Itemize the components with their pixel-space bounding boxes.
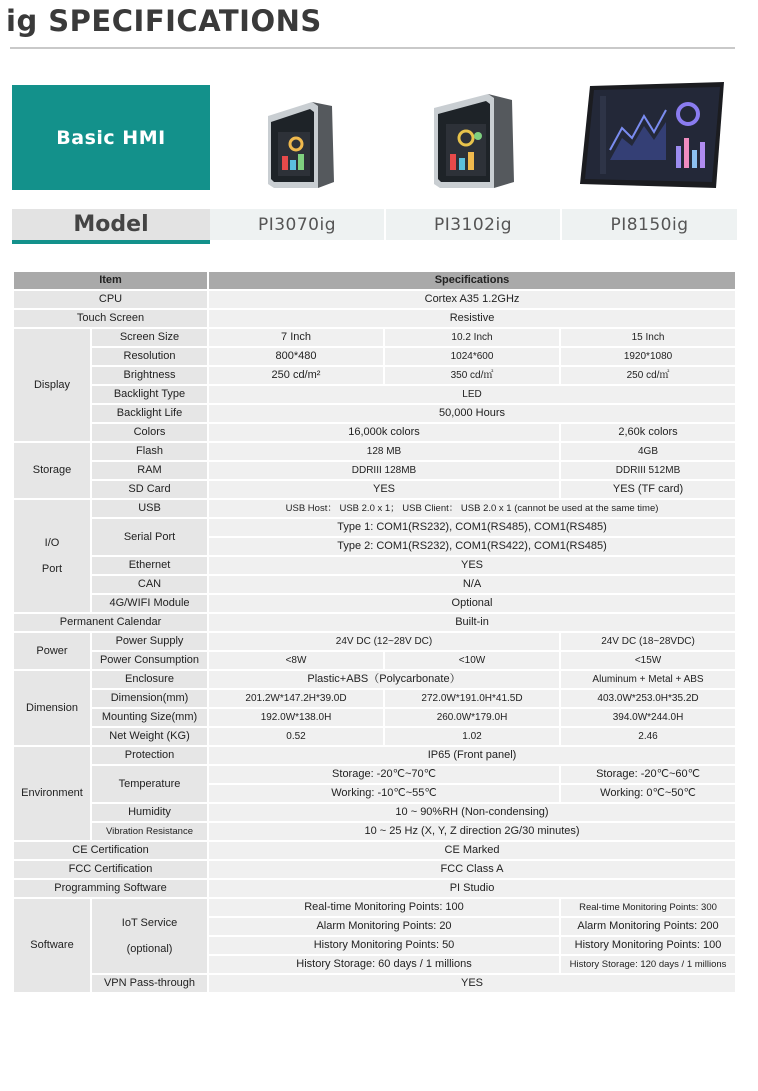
table-row [13, 290, 736, 309]
enclosure-label: Enclosure [91, 670, 208, 689]
wifi-value: Optional [208, 594, 736, 613]
table-row [13, 556, 736, 575]
table-row [13, 822, 736, 841]
screen-size-label: Screen Size [91, 328, 208, 347]
header-specifications: Specifications [208, 271, 736, 290]
model-row [12, 209, 737, 243]
temperature-working-2: Working: 0℃~50℃ [560, 784, 736, 803]
dimension-label: Dimension(mm) [91, 689, 208, 708]
colors-1: 16,000k colors [208, 423, 560, 442]
fcc-label: FCC Certification [13, 860, 208, 879]
table-row [13, 442, 736, 461]
power-supply-2: 24V DC (18~28VDC) [560, 632, 736, 651]
backlight-type-value: LED [208, 385, 736, 404]
realtime-points-1: Real-time Monitoring Points: 100 [208, 898, 560, 917]
cpu-value: Cortex A35 1.2GHz [208, 290, 736, 309]
alarm-points-2: Alarm Monitoring Points: 200 [560, 917, 736, 936]
vpn-label: VPN Pass-through [91, 974, 208, 993]
table-row [13, 879, 736, 898]
serial-type2: Type 2: COM1(RS232), COM1(RS422), COM1(RS485) [208, 537, 736, 556]
history-storage-1: History Storage: 60 days / 1 millions [208, 955, 560, 974]
model-name-pi8150ig: PI8150ig [562, 209, 737, 240]
table-row [13, 499, 736, 518]
enclosure-1: Plastic+ABS（Polycarbonate） [208, 670, 560, 689]
ethernet-label: Ethernet [91, 556, 208, 575]
product-image-pi3102ig [428, 90, 520, 192]
brightness-2: 350 cd/㎡ [384, 366, 560, 385]
header-item: Item [13, 271, 208, 290]
model-name-pi3070ig: PI3070ig [210, 209, 384, 240]
model-name-pi3102ig: PI3102ig [386, 209, 560, 240]
iot-service-label: IoT Service [121, 916, 178, 929]
software-group: Software [13, 898, 91, 993]
sd-2: YES (TF card) [560, 480, 736, 499]
ethernet-value: YES [208, 556, 736, 575]
iot-optional-label: (optional) [126, 942, 173, 955]
screen-size-2: 10.2 Inch [384, 328, 560, 347]
serial-type1: Type 1: COM1(RS232), COM1(RS485), COM1(RS485) [208, 518, 736, 537]
table-row [13, 803, 736, 822]
weight-1: 0.52 [208, 727, 384, 746]
protection-label: Protection [91, 746, 208, 765]
power-supply-1: 24V DC (12~28V DC) [208, 632, 560, 651]
usb-value: USB Host： USB 2.0 x 1； USB Client： USB 2.0 x 1 (cannot be used at the same time) [208, 499, 736, 518]
table-row [13, 689, 736, 708]
colors-2: 2,60k colors [560, 423, 736, 442]
dimension-3: 403.0W*253.0H*35.2D [560, 689, 736, 708]
hero-banner [12, 85, 210, 190]
resolution-2: 1024*600 [384, 347, 560, 366]
hero-label: Basic HMI [56, 126, 166, 149]
table-row [13, 898, 736, 917]
display-group: Display [13, 328, 91, 442]
table-row [13, 670, 736, 689]
power-consumption-1: <8W [208, 651, 384, 670]
brightness-1: 250 cd/m² [208, 366, 384, 385]
humidity-label: Humidity [91, 803, 208, 822]
history-points-1: History Monitoring Points: 50 [208, 936, 560, 955]
table-row [13, 594, 736, 613]
vibration-label: Vibration Resistance [91, 822, 208, 841]
history-storage-2: History Storage: 120 days / 1 millions [560, 955, 736, 974]
table-row [13, 366, 736, 385]
dimension-group: Dimension [13, 670, 91, 746]
resolution-3: 1920*1080 [560, 347, 736, 366]
fcc-value: FCC Class A [208, 860, 736, 879]
table-row [13, 423, 736, 442]
table-row [13, 575, 736, 594]
brightness-3: 250 cd/㎡ [560, 366, 736, 385]
colors-label: Colors [91, 423, 208, 442]
temperature-label: Temperature [91, 765, 208, 803]
programming-label: Programming Software [13, 879, 208, 898]
table-row [13, 328, 736, 347]
power-supply-label: Power Supply [91, 632, 208, 651]
mounting-2: 260.0W*179.0H [384, 708, 560, 727]
iot-label [91, 898, 208, 974]
history-points-2: History Monitoring Points: 100 [560, 936, 736, 955]
table-row [13, 727, 736, 746]
flash-label: Flash [91, 442, 208, 461]
calendar-label: Permanent Calendar [13, 613, 208, 632]
storage-group: Storage [13, 442, 91, 499]
power-consumption-3: <15W [560, 651, 736, 670]
backlight-life-label: Backlight Life [91, 404, 208, 423]
programming-value: PI Studio [208, 879, 736, 898]
vibration-value: 10 ~ 25 Hz (X, Y, Z direction 2G/30 minutes) [208, 822, 736, 841]
wifi-label: 4G/WIFI Module [91, 594, 208, 613]
io-group-label: I/O [44, 536, 60, 549]
table-row [13, 385, 736, 404]
vpn-value: YES [208, 974, 736, 993]
temperature-working-1: Working: -10℃~55℃ [208, 784, 560, 803]
spec-table [12, 270, 737, 994]
enclosure-2: Aluminum + Metal + ABS [560, 670, 736, 689]
mounting-1: 192.0W*138.0H [208, 708, 384, 727]
power-group: Power [13, 632, 91, 670]
table-row [13, 841, 736, 860]
table-row [13, 974, 736, 993]
table-row [13, 651, 736, 670]
table-row [13, 860, 736, 879]
protection-value: IP65 (Front panel) [208, 746, 736, 765]
port-group-label: Port [41, 562, 63, 575]
humidity-value: 10 ~ 90%RH (Non-condensing) [208, 803, 736, 822]
screen-size-3: 15 Inch [560, 328, 736, 347]
power-consumption-2: <10W [384, 651, 560, 670]
table-row [13, 632, 736, 651]
table-row [13, 347, 736, 366]
table-row [13, 404, 736, 423]
table-row [13, 708, 736, 727]
temperature-storage-1: Storage: -20℃~70℃ [208, 765, 560, 784]
table-row [13, 461, 736, 480]
weight-2: 1.02 [384, 727, 560, 746]
table-row [13, 613, 736, 632]
table-row [13, 480, 736, 499]
table-header-row [13, 271, 736, 290]
ce-value: CE Marked [208, 841, 736, 860]
serial-label: Serial Port [91, 518, 208, 556]
usb-label: USB [91, 499, 208, 518]
brightness-label: Brightness [91, 366, 208, 385]
ce-label: CE Certification [13, 841, 208, 860]
flash-1: 128 MB [208, 442, 560, 461]
can-label: CAN [91, 575, 208, 594]
flash-2: 4GB [560, 442, 736, 461]
sd-label: SD Card [91, 480, 208, 499]
touch-label: Touch Screen [13, 309, 208, 328]
ram-1: DDRIII 128MB [208, 461, 560, 480]
sd-1: YES [208, 480, 560, 499]
mounting-3: 394.0W*244.0H [560, 708, 736, 727]
environment-group: Environment [13, 746, 91, 841]
cpu-label: CPU [13, 290, 208, 309]
table-row [13, 746, 736, 765]
backlight-life-value: 50,000 Hours [208, 404, 736, 423]
product-image-pi8150ig [578, 80, 728, 194]
power-consumption-label: Power Consumption [91, 651, 208, 670]
weight-label: Net Weight (KG) [91, 727, 208, 746]
temperature-storage-2: Storage: -20℃~60℃ [560, 765, 736, 784]
io-group [13, 499, 91, 613]
dimension-2: 272.0W*191.0H*41.5D [384, 689, 560, 708]
product-image-pi3070ig [262, 96, 340, 192]
can-value: N/A [208, 575, 736, 594]
ram-label: RAM [91, 461, 208, 480]
realtime-points-2: Real-time Monitoring Points: 300 [560, 898, 736, 917]
weight-3: 2.46 [560, 727, 736, 746]
page-title: ig SPECIFICATIONS [6, 4, 322, 38]
ram-2: DDRIII 512MB [560, 461, 736, 480]
table-row [13, 765, 736, 784]
screen-size-1: 7 Inch [208, 328, 384, 347]
touch-value: Resistive [208, 309, 736, 328]
alarm-points-1: Alarm Monitoring Points: 20 [208, 917, 560, 936]
mounting-label: Mounting Size(mm) [91, 708, 208, 727]
model-label: Model [12, 209, 210, 244]
table-row [13, 309, 736, 328]
backlight-type-label: Backlight Type [91, 385, 208, 404]
title-divider [10, 47, 735, 49]
table-row [13, 518, 736, 537]
dimension-1: 201.2W*147.2H*39.0D [208, 689, 384, 708]
resolution-1: 800*480 [208, 347, 384, 366]
calendar-value: Built-in [208, 613, 736, 632]
resolution-label: Resolution [91, 347, 208, 366]
